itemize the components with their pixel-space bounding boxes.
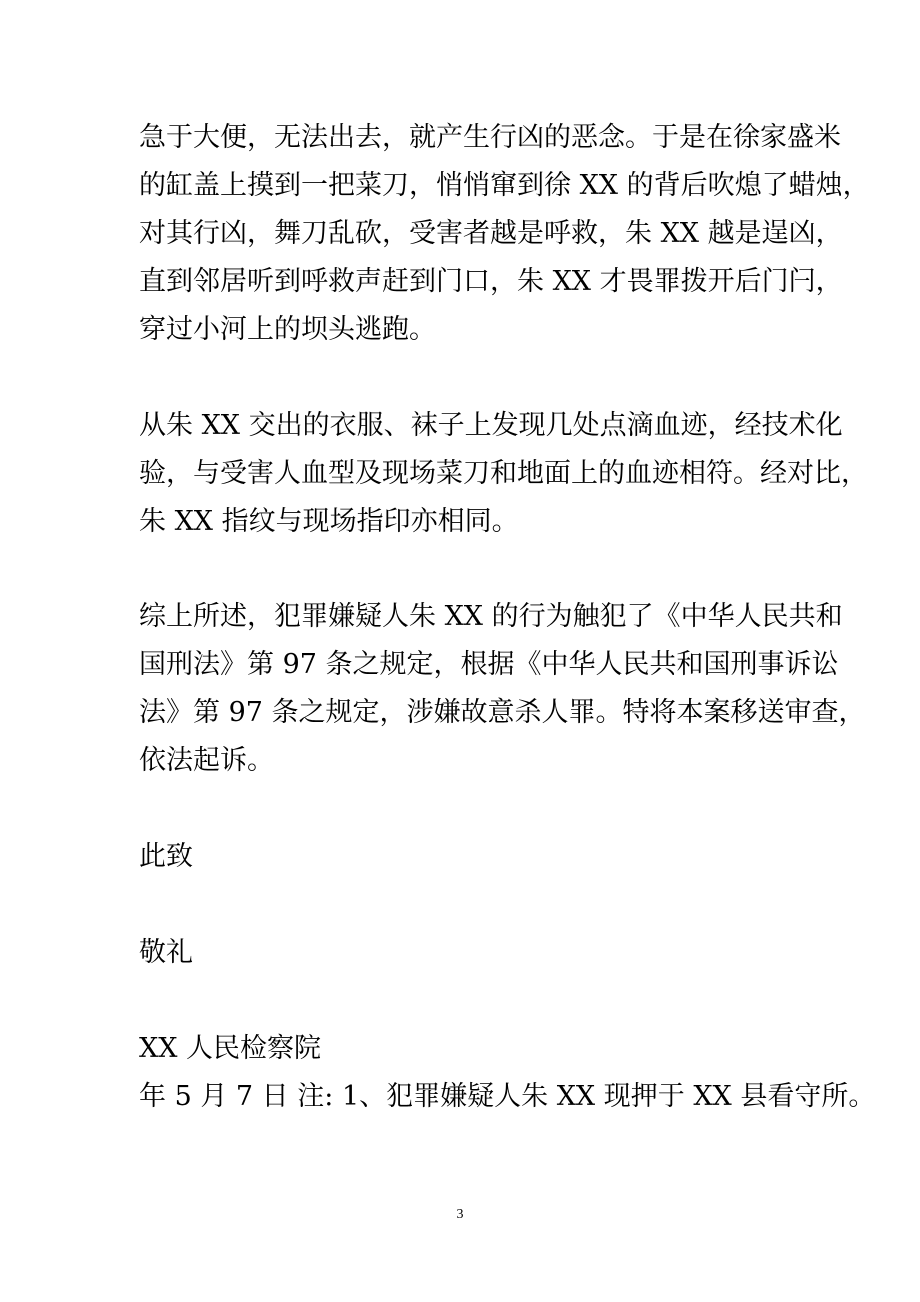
paragraph-1-line-1: 急于大便，无法出去，就产生行凶的恶念。于是在徐家盛米 [139, 122, 841, 153]
paragraph-3-line-4: 依法起诉。 [139, 745, 274, 776]
paragraph-3-line-2: 国刑法》第 97 条之规定，根据《中华人民共和国刑事诉讼 [139, 649, 839, 680]
closing-salutation: 此致 [139, 841, 193, 872]
paragraph-2-line-1: 从朱 XX 交出的衣服、袜子上发现几处点滴血迹，经技术化 [139, 410, 843, 441]
paragraph-2-line-2: 验，与受害人血型及现场菜刀和地面上的血迹相符。经对比， [139, 458, 868, 489]
paragraph-1-line-4: 直到邻居听到呼救声赶到门口，朱 XX 才畏罪拨开后门闩， [139, 266, 843, 297]
paragraph-3-line-1: 综上所述，犯罪嫌疑人朱 XX 的行为触犯了《中华人民共和 [139, 601, 843, 632]
signature-date-and-note: 年 5 月 7 日 注: 1、犯罪嫌疑人朱 XX 现押于 XX 县看守所。 [139, 1081, 876, 1112]
signature-organization: XX 人民检察院 [139, 1033, 322, 1064]
paragraph-1-line-3: 对其行凶，舞刀乱砍，受害者越是呼救，朱 XX 越是逞凶， [139, 218, 843, 249]
paragraph-2-line-3: 朱 XX 指纹与现场指印亦相同。 [139, 506, 519, 537]
paragraph-1-line-2: 的缸盖上摸到一把菜刀，悄悄窜到徐 XX 的背后吹熄了蜡烛， [139, 170, 870, 201]
closing-regards: 敬礼 [139, 937, 193, 968]
paragraph-3-line-3: 法》第 97 条之规定，涉嫌故意杀人罪。特将本案移送审查， [139, 697, 866, 728]
paragraph-1-line-5: 穿过小河上的坝头逃跑。 [139, 314, 436, 345]
page-number: 3 [456, 1207, 464, 1222]
